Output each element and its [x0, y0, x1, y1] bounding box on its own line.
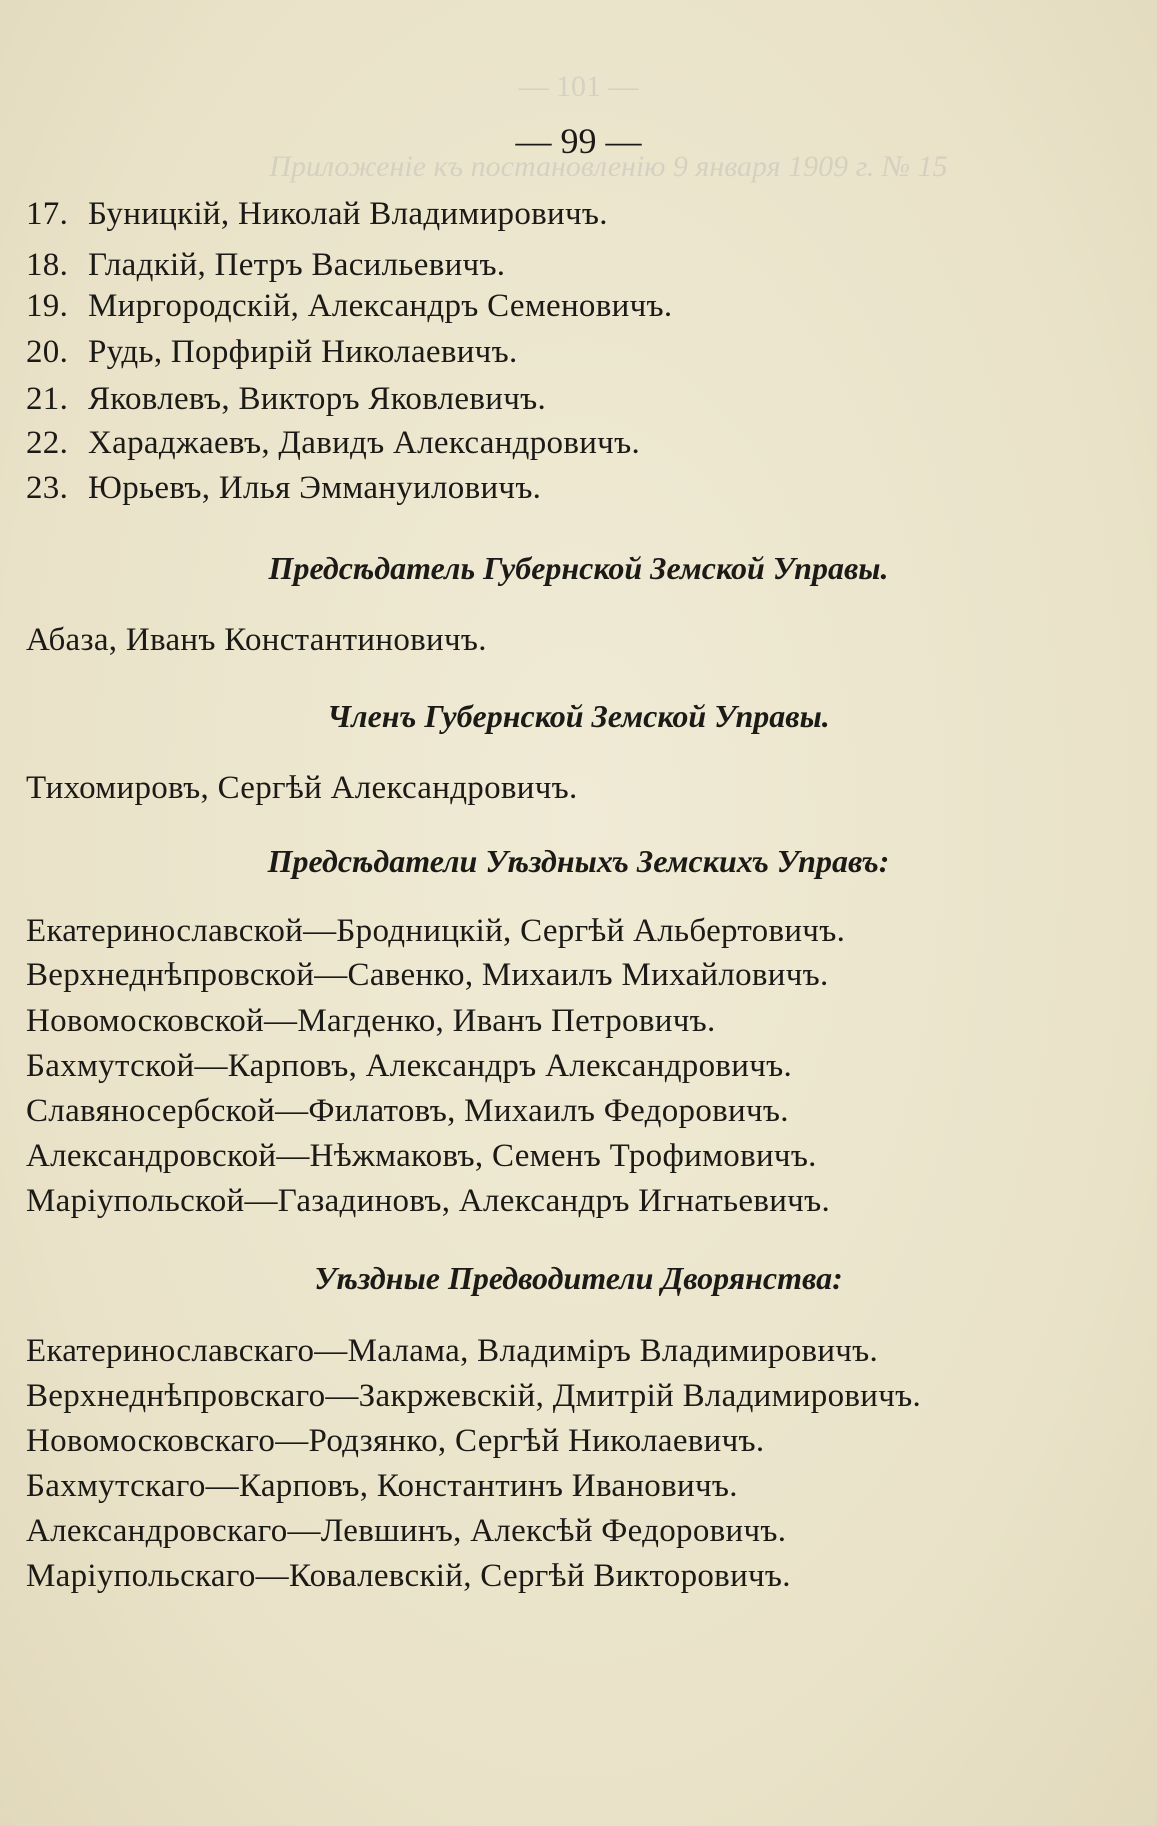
- list-item: Александровской—Нѣжмаковъ, Семенъ Трофимовичъ.: [26, 1138, 817, 1174]
- list-item: Маріупольской—Газадиновъ, Александръ Игнатьевичъ.: [26, 1183, 830, 1219]
- list-item: Екатеринославской—Бродницкій, Сергѣй Альбертовичъ.: [26, 913, 846, 949]
- list-item-text: Яковлевъ, Викторъ Яковлевичъ.: [88, 381, 547, 417]
- list-item-number: 22.: [26, 425, 69, 461]
- list-item: [26, 381, 546, 418]
- list-item: Бахмутской—Карповъ, Александръ Александровичъ.: [26, 1048, 793, 1084]
- list-item-number: 20.: [26, 334, 69, 370]
- list-item-number: 21.: [26, 381, 69, 417]
- list-item: Александровскаго—Левшинъ, Алексѣй Федоровичъ.: [26, 1513, 787, 1549]
- section-heading-district-chairmen: Предсѣдатели Уѣздныхъ Земскихъ Управъ:: [267, 843, 890, 879]
- list-item-text: Гладкій, Петръ Васильевичъ.: [88, 247, 506, 283]
- list-item: Маріупольскаго—Ковалевскій, Сергѣй Викторовичъ.: [26, 1558, 791, 1594]
- list-item-text: Юрьевъ, Илья Эммануиловичъ.: [88, 470, 542, 506]
- list-item-text: Миргородскій, Александръ Семеновичъ.: [88, 288, 673, 324]
- list-item: [26, 470, 541, 507]
- list-item: Екатеринославскаго—Малама, Владиміръ Владимировичъ.: [26, 1333, 879, 1369]
- member-name: Тихомировъ, Сергѣй Александровичъ.: [26, 770, 578, 806]
- bleed-through-header: Приложеніе къ постановленію 9 января 1909 г. № 15: [269, 150, 948, 183]
- list-item: [26, 425, 640, 462]
- list-item-number: 18.: [26, 247, 69, 283]
- list-item-text: Хараджаевъ, Давидъ Александровичъ.: [88, 425, 640, 461]
- list-item: Верхнеднѣпровской—Савенко, Михаилъ Михайловичъ.: [26, 957, 829, 993]
- section-heading-member: Членъ Губернской Земской Управы.: [327, 698, 830, 734]
- bleed-through-page-number: — 101 —: [518, 70, 639, 103]
- list-item-number: 17.: [26, 196, 69, 232]
- list-item: Верхнеднѣпровскаго—Закржевскій, Дмитрій Владимировичъ.: [26, 1378, 922, 1414]
- list-item: Бахмутскаго—Карповъ, Константинъ Ивановичъ.: [26, 1468, 738, 1504]
- list-item: Новомосковскаго—Родзянко, Сергѣй Николаевичъ.: [26, 1423, 765, 1459]
- list-item: Славяносербской—Филатовъ, Михаилъ Федоровичъ.: [26, 1093, 789, 1129]
- page-number: — 99 —: [515, 121, 642, 161]
- list-item: [26, 247, 505, 284]
- list-item-number: 19.: [26, 288, 69, 324]
- section-heading-marshals: Уѣздные Предводители Дворянства:: [314, 1260, 843, 1296]
- list-item-text: Буницкій, Николай Владимировичъ.: [88, 196, 608, 232]
- list-item-text: Рудь, Порфирій Николаевичъ.: [88, 334, 518, 370]
- list-item: [26, 334, 518, 371]
- section-heading-chairman: Предсѣдатель Губернской Земской Управы.: [268, 550, 889, 586]
- list-item: [26, 196, 608, 233]
- list-item: Новомосковской—Магденко, Иванъ Петровичъ.: [26, 1003, 716, 1039]
- chairman-name: Абаза, Иванъ Константиновичъ.: [26, 622, 487, 658]
- list-item-number: 23.: [26, 470, 69, 506]
- list-item: [26, 288, 672, 325]
